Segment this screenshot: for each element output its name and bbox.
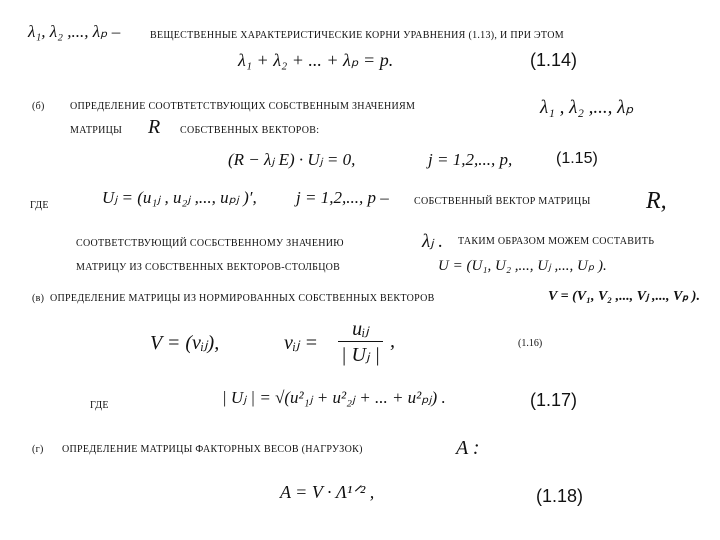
text-matrix: МАТРИЦЫ bbox=[70, 125, 123, 136]
equation-1-15: (R − λⱼ E) · Uⱼ = 0, bbox=[228, 150, 356, 169]
text-normalized-matrix: ОПРЕДЕЛЕНИЕ МАТРИЦЫ ИЗ НОРМИРОВАННЫХ СОБСТВЕННЫХ ВЕКТОРОВ bbox=[50, 293, 435, 304]
eigenvector-definition: Uⱼ = (u₁ⱼ , u₂ⱼ ,..., uₚⱼ )′, bbox=[102, 188, 257, 207]
eigenvalues-list-b: λ₁ , λ₂ ,..., λₚ bbox=[540, 97, 634, 118]
symbol-R-comma: R, bbox=[646, 188, 667, 214]
equation-1-18: A = V · Λ¹ᐟ² , bbox=[280, 482, 375, 502]
fraction-numerator: uᵢⱼ bbox=[352, 318, 369, 340]
label-where-1: ГДЕ bbox=[30, 200, 49, 211]
index-range-1-15: j = 1,2,..., p, bbox=[428, 150, 513, 169]
eigenvalues-list: λ₁, λ₂ ,..., λₚ – bbox=[28, 22, 121, 41]
matrix-V-definition: V = (V₁, V₂ ,..., Vⱼ ,..., Vₚ ). bbox=[548, 289, 700, 304]
index-range-where: j = 1,2,..., p – bbox=[296, 188, 389, 207]
text-matrix-of-columns: МАТРИЦУ ИЗ СОБСТВЕННЫХ ВЕКТОРОВ-СТОЛБЦОВ bbox=[76, 262, 341, 273]
equation-1-16-fraction bbox=[338, 316, 383, 367]
symbol-A: A : bbox=[456, 437, 480, 459]
item-marker-b: (б) bbox=[32, 101, 45, 112]
equation-1-17: | Uⱼ | = √(u²₁ⱼ + u²₂ⱼ + ... + u²ₚⱼ) . bbox=[222, 388, 446, 407]
equation-1-14: λ₁ + λ₂ + ... + λₚ = p. bbox=[238, 50, 394, 70]
text-definition-vectors: ОПРЕДЕЛЕНИЕ СООТВТЕТСТВУЮЩИХ СОБСТВЕННЫМ ЗНАЧЕНИЯМ bbox=[70, 101, 416, 112]
item-marker-g: (г) bbox=[32, 444, 44, 455]
item-marker-v: (в) bbox=[32, 293, 45, 304]
equation-number-1-18: (1.18) bbox=[536, 486, 584, 506]
text-eigenvector-of-matrix: СОБСТВЕННЫЙ ВЕКТОР МАТРИЦЫ bbox=[414, 196, 591, 207]
equation-1-16-tail: , bbox=[390, 330, 395, 352]
equation-1-16-v: vᵢⱼ = bbox=[284, 332, 319, 354]
lambda-j: λⱼ . bbox=[422, 231, 444, 252]
label-where-2: ГДЕ bbox=[90, 400, 109, 411]
equation-number-1-14: (1.14) bbox=[530, 50, 578, 70]
text-real-roots: ВЕЩЕСТВЕННЫЕ ХАРАКТЕРИСТИЧЕСКИЕ КОРНИ УРАВНЕНИЯ (1.13), И ПРИ ЭТОМ bbox=[150, 30, 564, 41]
equation-number-1-17: (1.17) bbox=[530, 390, 578, 410]
equation-number-1-16: (1.16) bbox=[518, 338, 543, 349]
equation-number-1-15: (1.15) bbox=[556, 150, 598, 167]
text-thus: ТАКИМ ОБРАЗОМ МОЖЕМ СОСТАВИТЬ bbox=[458, 236, 655, 247]
text-corresponding: СООТВЕТСТВУЮЩИЙ СОСБСТВЕННОМУ ЗНАЧЕНИЮ bbox=[76, 238, 344, 249]
fraction-denominator: | Uⱼ | bbox=[338, 341, 383, 367]
equation-1-16-lhs: V = (vᵢⱼ), bbox=[150, 332, 220, 354]
text-factor-loadings: ОПРЕДЕЛЕНИЕ МАТРИЦЫ ФАКТОРНЫХ ВЕСОВ (НАГРУЗОК) bbox=[62, 444, 363, 455]
matrix-U-definition: U = (U₁, U₂ ,..., Uⱼ ,..., Uₚ ). bbox=[438, 258, 607, 274]
text-eigenvectors: СОБСТВЕННЫХ ВЕКТОРОВ: bbox=[180, 125, 320, 136]
symbol-R: R bbox=[148, 116, 161, 138]
